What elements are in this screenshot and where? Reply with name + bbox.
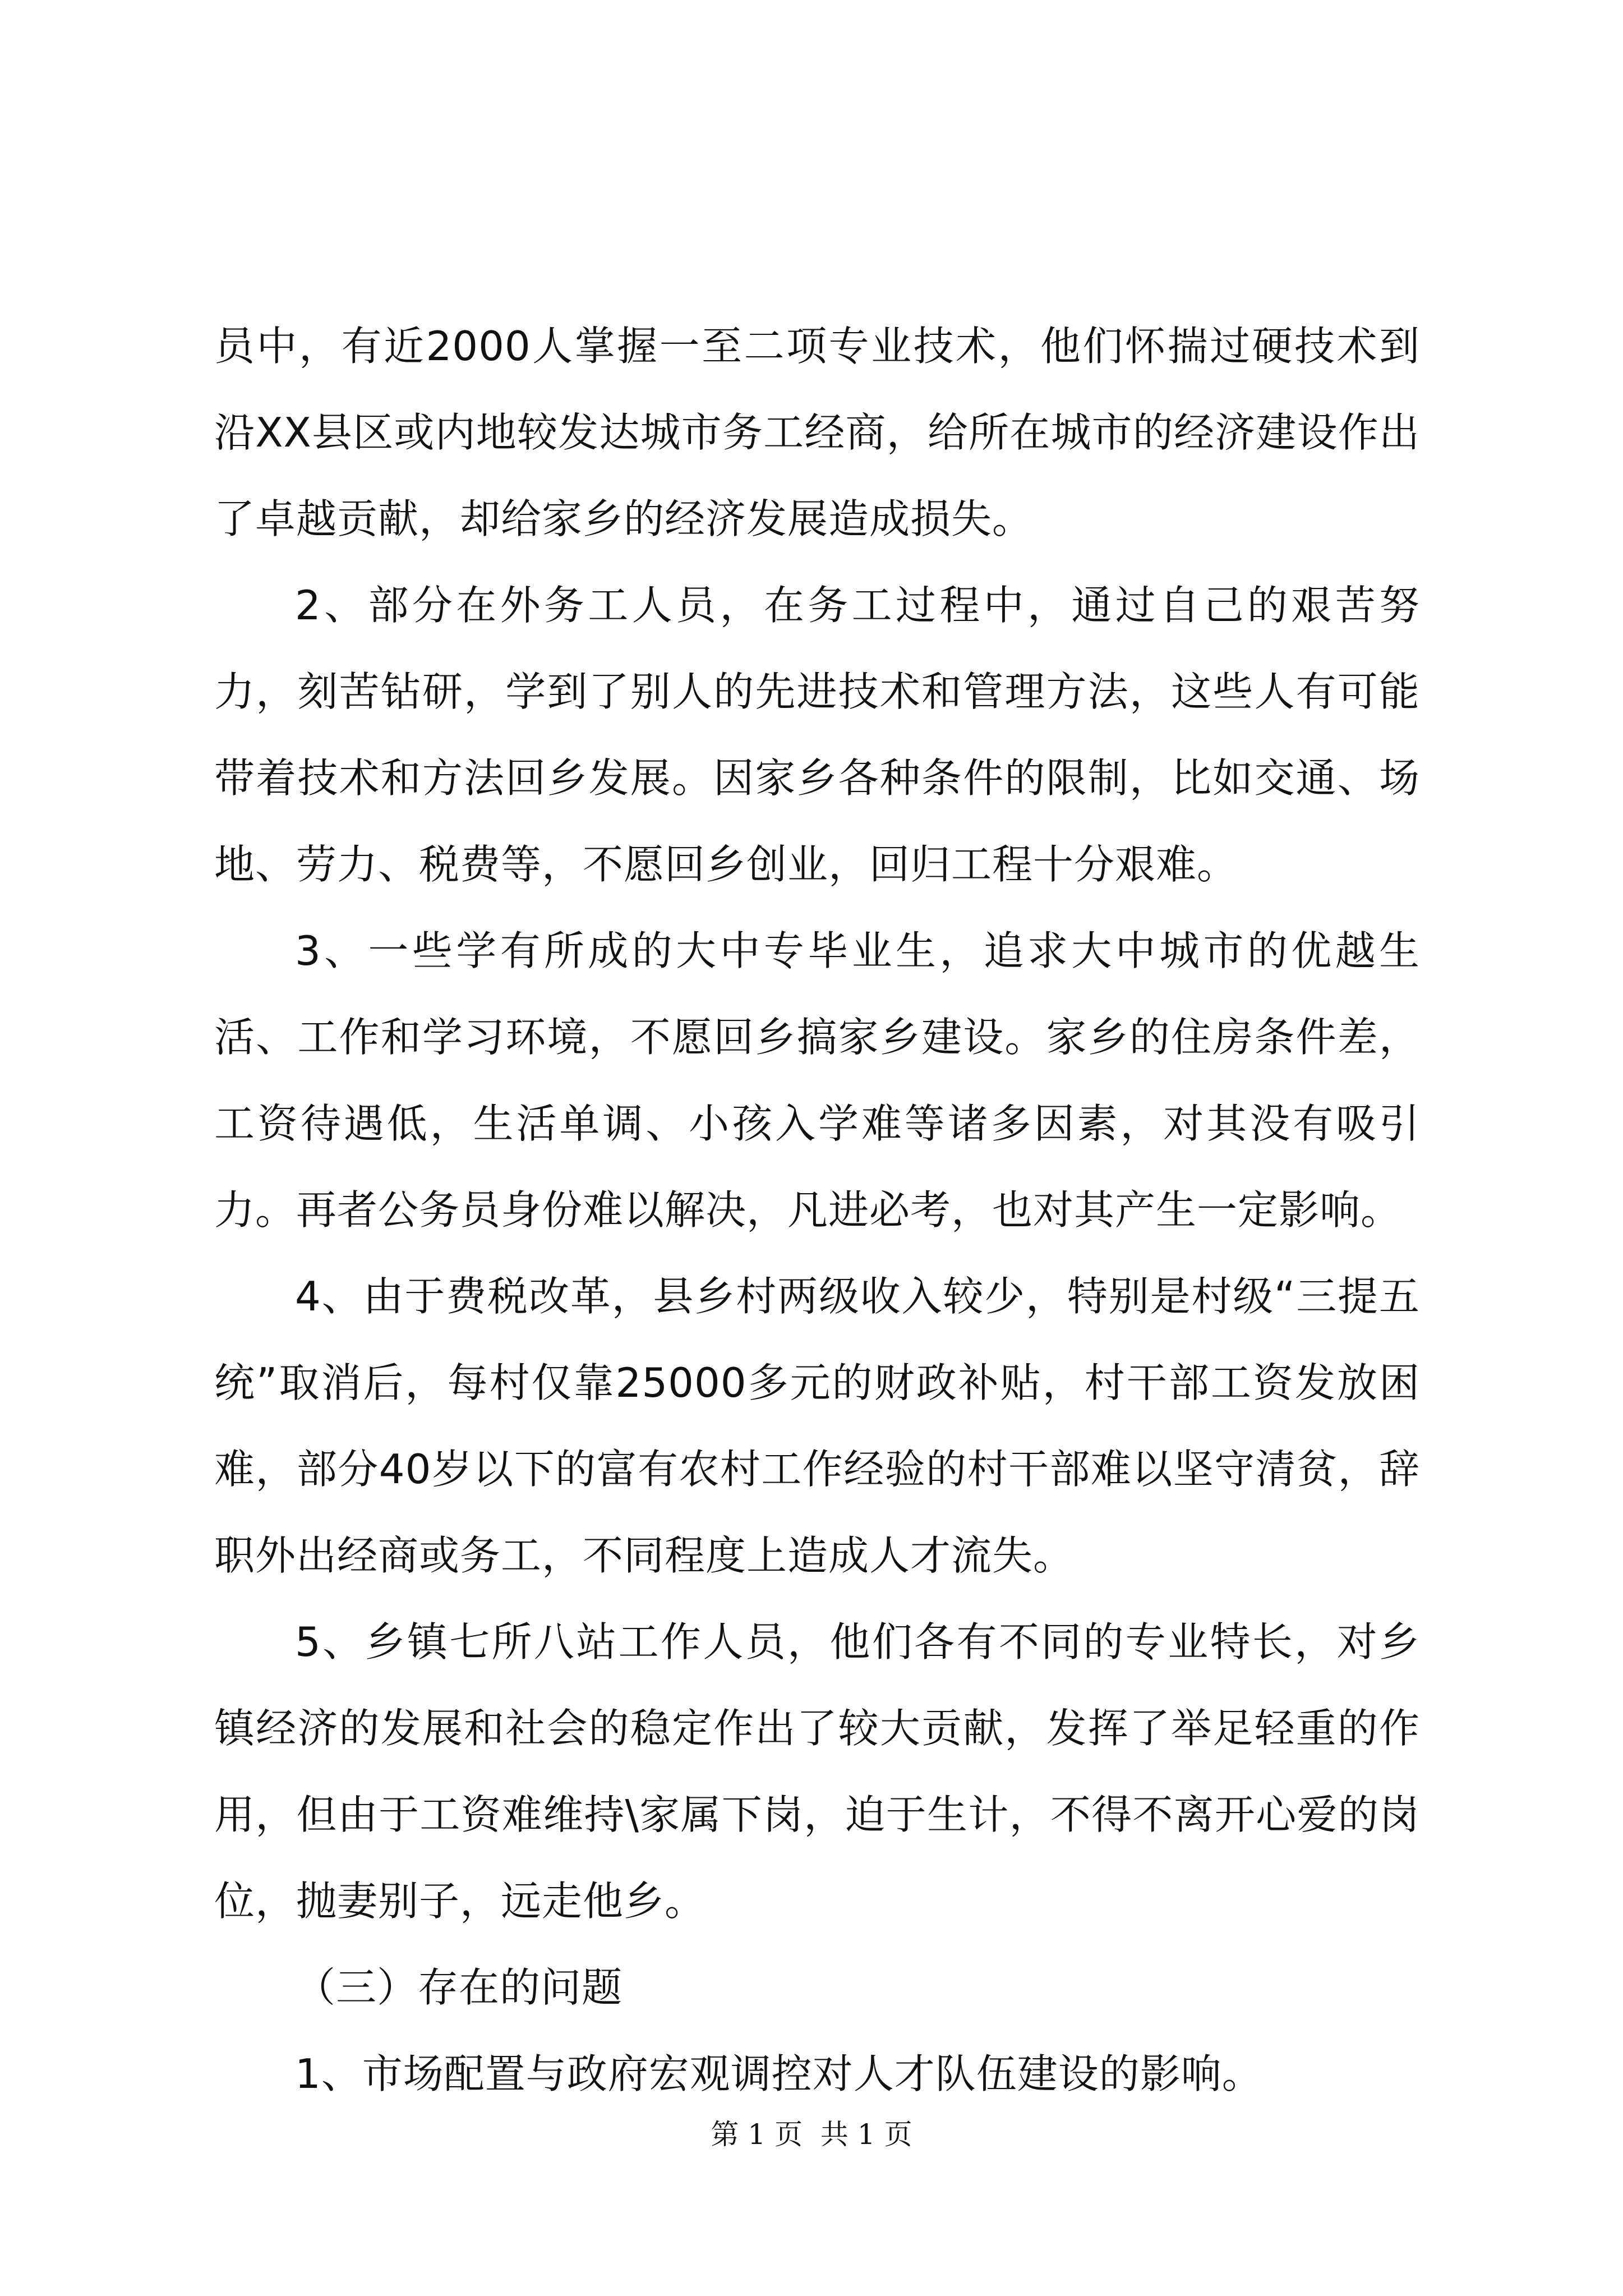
- paragraph-item-5: 5、乡镇七所八站工作人员，他们各有不同的专业特长，对乡镇经济的发展和社会的稳定作出了较大贡献，发挥了举足轻重的作用，但由于工资难维持\家属下岗，迫于生计，不得不离开心爱的岗位，抛妻别子，远走他乡。: [214, 1618, 1420, 1925]
- paragraph-item-4: 4、由于费税改革，县乡村两级收入较少，特别是村级“三提五统”取消后，每村仅靠25000多元的财政补贴，村干部工资发放困难，部分40岁以下的富有农村工作经验的村干部难以坚守清贫，辞职外出经商或务工，不同程度上造成人才流失。: [214, 1273, 1420, 1579]
- paragraph-item-3: 3、一些学有所成的大中专毕业生，追求大中城市的优越生活、工作和学习环境，不愿回乡搞家乡建设。家乡的住房条件差，工资待遇低，生活单调、小孩入学难等诸多因素，对其没有吸引力。再者公务员身份难以解决，凡进必考，也对其产生一定影响。: [214, 927, 1420, 1234]
- document-body: [214, 303, 1420, 2117]
- paragraph-item-1: 1、市场配置与政府宏观调控对人才队伍建设的影响。: [295, 2050, 1263, 2097]
- section-heading: （三）存在的问题: [295, 1964, 623, 2011]
- page-footer: 第 1 页 共 1 页: [711, 2118, 912, 2151]
- paragraph-item-2: 2、部分在外务工人员，在务工过程中，通过自己的艰苦努力，刻苦钻研，学到了别人的先进技术和管理方法，这些人有可能带着技术和方法回乡发展。因家乡各种条件的限制，比如交通、场地、劳力、税费等，不愿回乡创业，回归工程十分艰难。: [214, 582, 1420, 888]
- paragraph-continuation: 员中，有近2000人掌握一至二项专业技术，他们怀揣过硬技术到沿XX县区或内地较发达城市务工经商，给所在城市的经济建设作出了卓越贡献，却给家乡的经济发展造成损失。: [214, 323, 1420, 542]
